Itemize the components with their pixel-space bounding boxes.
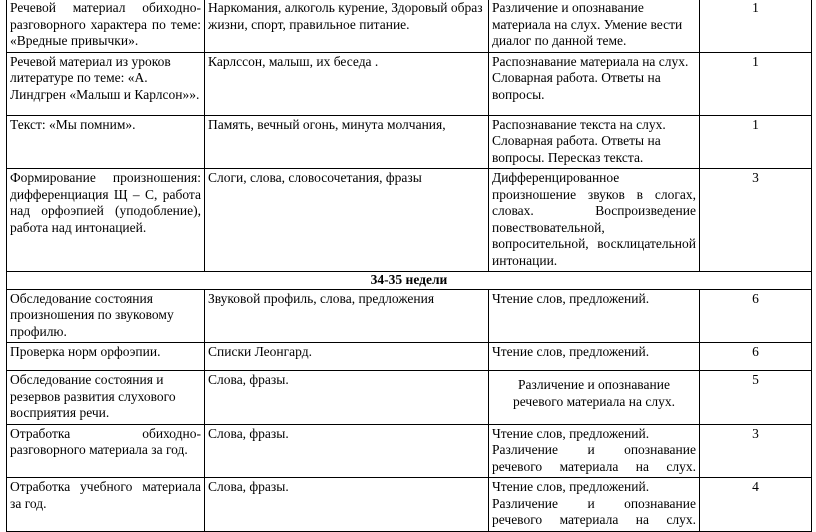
table-row [7, 289, 812, 343]
material-cell: Проверка норм орфоэпии. [7, 343, 205, 371]
hours-cell: 3 [700, 424, 812, 478]
hours-cell: 6 [700, 343, 812, 371]
table-row [7, 115, 812, 169]
table-row [7, 424, 812, 478]
content-cell: Наркомания, алкоголь курение, Здоровый образ жизни, спорт, правильное питание. [205, 0, 489, 52]
activity-cell: Чтение слов, предложений. [489, 343, 700, 371]
material-cell: Обследование состояния и резервов развития слухового восприятия речи. [7, 371, 205, 425]
activity-cell: Распознавание текста на слух. Словарная работа. Ответы на вопросы. Пересказ текста. [489, 115, 700, 169]
activity-cell: Различение и опознавание материала на слух. Умение вести диалог по данной теме. [489, 0, 700, 52]
content-cell: Память, вечный огонь, минута молчания, [205, 115, 489, 169]
material-cell: Речевой материал из уроков литературе по теме: «А. Линдгрен «Малыш и Карлсон»». [7, 52, 205, 115]
hours-cell: 6 [700, 289, 812, 343]
material-cell: Отработка обиходно-разговорного материала за год. [7, 424, 205, 478]
content-cell: Слова, фразы. [205, 424, 489, 478]
table-row [7, 52, 812, 115]
table-row [7, 371, 812, 425]
activity-line: Чтение слов, предложений. [492, 425, 650, 441]
material-cell: Речевой материал обиходно-разговорного характера по теме: «Вредные привычки». [7, 0, 205, 52]
hours-cell: 1 [700, 0, 812, 52]
content-cell: Звуковой профиль, слова, предложения [205, 289, 489, 343]
content-cell: Слова, фразы. [205, 478, 489, 532]
activity-cell [489, 478, 700, 532]
hours-cell: 1 [700, 115, 812, 169]
material-cell: Обследование состояния произношения по звуковому профилю. [7, 289, 205, 343]
hours-cell: 1 [700, 52, 812, 115]
content-cell: Слова, фразы. [205, 371, 489, 425]
content-cell: Списки Леонгард. [205, 343, 489, 371]
activity-cell [489, 424, 700, 478]
table-row [7, 343, 812, 371]
activity-line: Различение и опознавание речевого материала на слух. [492, 442, 696, 474]
table-row [7, 0, 812, 52]
hours-cell: 3 [700, 169, 812, 272]
activity-cell: Дифференцированное произношение звуков в слогах, словах. Воспроизведение повествовательной, вопросительной, восклицательной интонации. [489, 169, 700, 272]
activity-line: Различение и опознавание речевого материала на слух. [492, 495, 696, 527]
activity-cell: Различение и опознавание речевого материала на слух. [489, 371, 700, 425]
lesson-plan-table [6, 0, 812, 532]
activity-line: Чтение слов, предложений. [492, 479, 650, 494]
material-cell: Формирование произношения: дифференциация Щ – С, работа над орфоэпией (уподобление), работа над интонацией. [7, 169, 205, 272]
hours-cell: 4 [700, 478, 812, 532]
section-title: 34-35 недели [7, 272, 812, 290]
activity-cell: Чтение слов, предложений. [489, 289, 700, 343]
material-cell: Отработка учебного материала за год. [7, 478, 205, 532]
table-row [7, 169, 812, 272]
content-cell: Карлссон, малыш, их беседа . [205, 52, 489, 115]
hours-cell: 5 [700, 371, 812, 425]
material-cell: Текст: «Мы помним». [7, 115, 205, 169]
section-header-row [7, 272, 812, 290]
table-row [7, 478, 812, 532]
content-cell: Слоги, слова, словосочетания, фразы [205, 169, 489, 272]
activity-cell: Распознавание материала на слух. Словарная работа. Ответы на вопросы. [489, 52, 700, 115]
